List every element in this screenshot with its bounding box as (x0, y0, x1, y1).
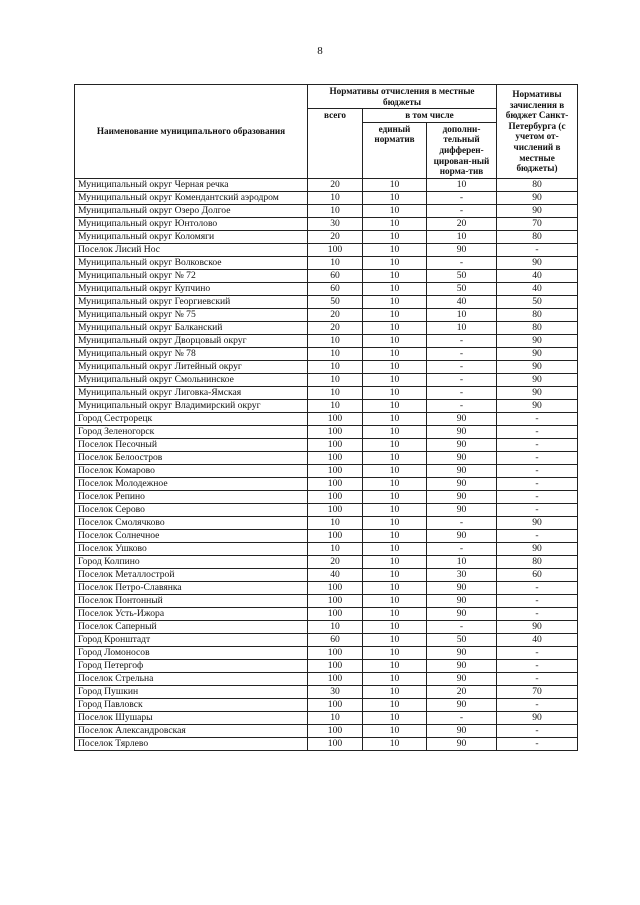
cell-name: Поселок Серово (75, 503, 308, 516)
cell-spb: 40 (497, 269, 578, 282)
table-row (75, 477, 578, 490)
cell-total: 10 (308, 360, 363, 373)
cell-name: Поселок Белоостров (75, 451, 308, 464)
cell-additional: - (427, 711, 497, 724)
cell-unified: 10 (363, 256, 427, 269)
cell-additional: 90 (427, 659, 497, 672)
cell-additional: 90 (427, 594, 497, 607)
table-body (75, 178, 578, 750)
cell-additional: 50 (427, 633, 497, 646)
cell-additional: 50 (427, 269, 497, 282)
cell-total: 100 (308, 659, 363, 672)
cell-name: Поселок Репино (75, 490, 308, 503)
cell-name: Муниципальный округ Купчино (75, 282, 308, 295)
cell-unified: 10 (363, 555, 427, 568)
cell-spb: - (497, 425, 578, 438)
cell-total: 60 (308, 633, 363, 646)
cell-additional: 90 (427, 503, 497, 516)
cell-additional: 10 (427, 230, 497, 243)
cell-additional: - (427, 256, 497, 269)
cell-name: Поселок Стрельна (75, 672, 308, 685)
cell-spb: - (497, 503, 578, 516)
cell-spb: - (497, 659, 578, 672)
table-row (75, 685, 578, 698)
cell-total: 100 (308, 529, 363, 542)
cell-unified: 10 (363, 230, 427, 243)
cell-name: Муниципальный округ Дворцовый округ (75, 334, 308, 347)
table-row (75, 490, 578, 503)
cell-total: 20 (308, 230, 363, 243)
table-row (75, 282, 578, 295)
cell-total: 20 (308, 308, 363, 321)
cell-spb: 40 (497, 282, 578, 295)
cell-unified: 10 (363, 568, 427, 581)
cell-unified: 10 (363, 347, 427, 360)
cell-additional: - (427, 191, 497, 204)
cell-name: Поселок Александровская (75, 724, 308, 737)
cell-spb: - (497, 412, 578, 425)
cell-name: Муниципальный округ Озеро Долгое (75, 204, 308, 217)
cell-spb: - (497, 737, 578, 750)
table-row (75, 464, 578, 477)
table-row (75, 399, 578, 412)
table-row (75, 633, 578, 646)
cell-name: Поселок Петро-Славянка (75, 581, 308, 594)
cell-spb: 70 (497, 217, 578, 230)
cell-name: Муниципальный округ Черная речка (75, 178, 308, 191)
cell-spb: - (497, 581, 578, 594)
cell-additional: - (427, 516, 497, 529)
cell-name: Город Павловск (75, 698, 308, 711)
cell-name: Муниципальный округ Коломяги (75, 230, 308, 243)
cell-spb: 90 (497, 360, 578, 373)
cell-additional: 90 (427, 477, 497, 490)
cell-name: Город Кронштадт (75, 633, 308, 646)
cell-additional: - (427, 347, 497, 360)
cell-spb: - (497, 243, 578, 256)
cell-name: Муниципальный округ Юнтолово (75, 217, 308, 230)
cell-spb: 90 (497, 204, 578, 217)
cell-additional: 90 (427, 646, 497, 659)
cell-total: 10 (308, 256, 363, 269)
cell-name: Поселок Саперный (75, 620, 308, 633)
cell-additional: - (427, 399, 497, 412)
cell-total: 10 (308, 399, 363, 412)
cell-total: 40 (308, 568, 363, 581)
cell-spb: - (497, 477, 578, 490)
cell-spb: 70 (497, 685, 578, 698)
cell-total: 10 (308, 373, 363, 386)
cell-total: 100 (308, 698, 363, 711)
cell-total: 20 (308, 555, 363, 568)
cell-total: 60 (308, 282, 363, 295)
cell-spb: 80 (497, 230, 578, 243)
table-row (75, 256, 578, 269)
cell-name: Поселок Усть-Ижора (75, 607, 308, 620)
cell-spb: - (497, 529, 578, 542)
table-row (75, 334, 578, 347)
table-row (75, 360, 578, 373)
cell-name: Поселок Молодежное (75, 477, 308, 490)
cell-spb: 80 (497, 555, 578, 568)
cell-name: Поселок Солнечное (75, 529, 308, 542)
cell-unified: 10 (363, 529, 427, 542)
cell-name: Муниципальный округ Смольнинское (75, 373, 308, 386)
cell-spb: 90 (497, 620, 578, 633)
cell-unified: 10 (363, 438, 427, 451)
table-row (75, 438, 578, 451)
cell-spb: - (497, 451, 578, 464)
table-row (75, 711, 578, 724)
table-row (75, 672, 578, 685)
cell-name: Муниципальный округ Литейный округ (75, 360, 308, 373)
cell-spb: - (497, 594, 578, 607)
cell-unified: 10 (363, 412, 427, 425)
table-row (75, 308, 578, 321)
cell-additional: 90 (427, 724, 497, 737)
cell-additional: 90 (427, 425, 497, 438)
cell-unified: 10 (363, 516, 427, 529)
cell-additional: 20 (427, 217, 497, 230)
cell-total: 100 (308, 412, 363, 425)
cell-additional: 90 (427, 581, 497, 594)
cell-total: 10 (308, 711, 363, 724)
cell-additional: - (427, 373, 497, 386)
table-row (75, 594, 578, 607)
cell-total: 20 (308, 321, 363, 334)
cell-name: Муниципальный округ № 78 (75, 347, 308, 360)
cell-spb: 90 (497, 334, 578, 347)
cell-spb: 90 (497, 191, 578, 204)
cell-additional: 20 (427, 685, 497, 698)
cell-name: Муниципальный округ № 75 (75, 308, 308, 321)
cell-unified: 10 (363, 217, 427, 230)
cell-additional: - (427, 204, 497, 217)
table-row (75, 516, 578, 529)
cell-unified: 10 (363, 620, 427, 633)
table-row (75, 568, 578, 581)
cell-spb: 90 (497, 373, 578, 386)
cell-name: Город Сестрорецк (75, 412, 308, 425)
cell-spb: - (497, 724, 578, 737)
table-row (75, 542, 578, 555)
cell-name: Поселок Ушково (75, 542, 308, 555)
table-row (75, 373, 578, 386)
cell-name: Поселок Тярлево (75, 737, 308, 750)
cell-unified: 10 (363, 399, 427, 412)
cell-total: 100 (308, 581, 363, 594)
cell-unified: 10 (363, 711, 427, 724)
cell-spb: 90 (497, 516, 578, 529)
table-row (75, 698, 578, 711)
cell-unified: 10 (363, 698, 427, 711)
table-row (75, 269, 578, 282)
header-unified: единый норматив (363, 122, 427, 178)
cell-total: 100 (308, 451, 363, 464)
cell-spb: 90 (497, 347, 578, 360)
cell-unified: 10 (363, 646, 427, 659)
cell-additional: 90 (427, 438, 497, 451)
table-row (75, 230, 578, 243)
cell-spb: - (497, 698, 578, 711)
cell-total: 100 (308, 464, 363, 477)
cell-total: 10 (308, 542, 363, 555)
cell-unified: 10 (363, 321, 427, 334)
cell-unified: 10 (363, 295, 427, 308)
cell-unified: 10 (363, 243, 427, 256)
cell-total: 10 (308, 204, 363, 217)
cell-name: Город Петергоф (75, 659, 308, 672)
table-row (75, 529, 578, 542)
cell-spb: 80 (497, 321, 578, 334)
cell-total: 30 (308, 685, 363, 698)
cell-additional: 90 (427, 243, 497, 256)
cell-name: Поселок Песочный (75, 438, 308, 451)
cell-total: 100 (308, 672, 363, 685)
cell-unified: 10 (363, 490, 427, 503)
cell-additional: 90 (427, 529, 497, 542)
cell-unified: 10 (363, 672, 427, 685)
cell-spb: 80 (497, 308, 578, 321)
table-row (75, 737, 578, 750)
cell-total: 10 (308, 620, 363, 633)
cell-unified: 10 (363, 685, 427, 698)
cell-total: 10 (308, 516, 363, 529)
cell-spb: - (497, 607, 578, 620)
cell-name: Поселок Лисий Нос (75, 243, 308, 256)
cell-additional: 10 (427, 308, 497, 321)
cell-unified: 10 (363, 659, 427, 672)
cell-spb: 60 (497, 568, 578, 581)
cell-total: 50 (308, 295, 363, 308)
cell-total: 100 (308, 425, 363, 438)
table-header (75, 85, 578, 179)
cell-unified: 10 (363, 373, 427, 386)
cell-unified: 10 (363, 542, 427, 555)
cell-total: 10 (308, 191, 363, 204)
cell-spb: - (497, 464, 578, 477)
table-row (75, 412, 578, 425)
header-including: в том числе (363, 109, 497, 123)
cell-name: Муниципальный округ № 72 (75, 269, 308, 282)
cell-spb: - (497, 438, 578, 451)
cell-unified: 10 (363, 477, 427, 490)
table-row (75, 503, 578, 516)
table-row (75, 451, 578, 464)
cell-total: 100 (308, 503, 363, 516)
cell-unified: 10 (363, 737, 427, 750)
table-row (75, 178, 578, 191)
cell-spb: 90 (497, 399, 578, 412)
cell-additional: - (427, 386, 497, 399)
cell-additional: 90 (427, 451, 497, 464)
table-row (75, 555, 578, 568)
cell-unified: 10 (363, 503, 427, 516)
cell-spb: 90 (497, 256, 578, 269)
cell-additional: 90 (427, 412, 497, 425)
cell-name: Муниципальный округ Владимирский округ (75, 399, 308, 412)
cell-name: Поселок Комарово (75, 464, 308, 477)
cell-total: 100 (308, 243, 363, 256)
table-row (75, 386, 578, 399)
table-row (75, 724, 578, 737)
table-row (75, 243, 578, 256)
cell-name: Город Ломоносов (75, 646, 308, 659)
cell-additional: - (427, 360, 497, 373)
cell-total: 20 (308, 178, 363, 191)
table-row (75, 425, 578, 438)
cell-additional: 50 (427, 282, 497, 295)
cell-unified: 10 (363, 308, 427, 321)
cell-name: Муниципальный округ Волковское (75, 256, 308, 269)
cell-additional: 10 (427, 321, 497, 334)
cell-name: Город Пушкин (75, 685, 308, 698)
cell-total: 100 (308, 646, 363, 659)
table-row (75, 607, 578, 620)
cell-total: 10 (308, 334, 363, 347)
cell-unified: 10 (363, 464, 427, 477)
cell-additional: 10 (427, 555, 497, 568)
cell-name: Поселок Понтонный (75, 594, 308, 607)
cell-name: Поселок Металлострой (75, 568, 308, 581)
cell-total: 100 (308, 490, 363, 503)
cell-additional: - (427, 620, 497, 633)
cell-additional: 90 (427, 672, 497, 685)
norms-table (74, 84, 578, 751)
cell-spb: 90 (497, 386, 578, 399)
cell-additional: 90 (427, 464, 497, 477)
cell-unified: 10 (363, 581, 427, 594)
cell-total: 100 (308, 594, 363, 607)
cell-spb: 50 (497, 295, 578, 308)
cell-unified: 10 (363, 178, 427, 191)
cell-name: Муниципальный округ Лиговка-Ямская (75, 386, 308, 399)
header-additional: дополни-тельный дифферен-цирован-ный норма-тив (427, 122, 497, 178)
header-total: всего (308, 109, 363, 179)
cell-total: 100 (308, 438, 363, 451)
cell-additional: 40 (427, 295, 497, 308)
table-row (75, 321, 578, 334)
cell-total: 60 (308, 269, 363, 282)
cell-unified: 10 (363, 607, 427, 620)
cell-name: Муниципальный округ Георгиевский (75, 295, 308, 308)
table-row (75, 217, 578, 230)
cell-name: Поселок Смолячково (75, 516, 308, 529)
cell-additional: 30 (427, 568, 497, 581)
table-row (75, 295, 578, 308)
cell-unified: 10 (363, 334, 427, 347)
cell-spb: 80 (497, 178, 578, 191)
cell-unified: 10 (363, 282, 427, 295)
cell-total: 100 (308, 607, 363, 620)
cell-unified: 10 (363, 360, 427, 373)
table-row (75, 191, 578, 204)
cell-name: Город Зеленогорск (75, 425, 308, 438)
table-row (75, 347, 578, 360)
table-row (75, 659, 578, 672)
table-row (75, 646, 578, 659)
cell-additional: 90 (427, 698, 497, 711)
cell-additional: 10 (427, 178, 497, 191)
cell-unified: 10 (363, 386, 427, 399)
header-spb: Нормативы зачисления в бюджет Санкт-Петербурга (с учетом от-числений в местные бюджеты) (497, 85, 578, 179)
cell-spb: - (497, 646, 578, 659)
cell-total: 10 (308, 347, 363, 360)
cell-name: Муниципальный округ Комендантский аэродром (75, 191, 308, 204)
cell-name: Муниципальный округ Балканский (75, 321, 308, 334)
cell-unified: 10 (363, 425, 427, 438)
cell-additional: - (427, 542, 497, 555)
cell-unified: 10 (363, 451, 427, 464)
cell-name: Город Колпино (75, 555, 308, 568)
cell-additional: 90 (427, 737, 497, 750)
cell-total: 100 (308, 737, 363, 750)
header-name: Наименование муниципального образования (75, 85, 308, 179)
cell-name: Поселок Шушары (75, 711, 308, 724)
cell-total: 30 (308, 217, 363, 230)
cell-unified: 10 (363, 594, 427, 607)
header-local-group: Нормативы отчисления в местные бюджеты (308, 85, 497, 109)
cell-spb: 90 (497, 542, 578, 555)
cell-total: 10 (308, 386, 363, 399)
cell-unified: 10 (363, 724, 427, 737)
table-row (75, 581, 578, 594)
page-number: 8 (317, 45, 323, 57)
cell-spb: - (497, 672, 578, 685)
cell-spb: 90 (497, 711, 578, 724)
cell-total: 100 (308, 724, 363, 737)
cell-spb: - (497, 490, 578, 503)
cell-additional: - (427, 334, 497, 347)
cell-unified: 10 (363, 269, 427, 282)
table-row (75, 620, 578, 633)
cell-spb: 40 (497, 633, 578, 646)
table-row (75, 204, 578, 217)
cell-additional: 90 (427, 490, 497, 503)
cell-additional: 90 (427, 607, 497, 620)
cell-unified: 10 (363, 191, 427, 204)
cell-total: 100 (308, 477, 363, 490)
cell-unified: 10 (363, 633, 427, 646)
cell-unified: 10 (363, 204, 427, 217)
